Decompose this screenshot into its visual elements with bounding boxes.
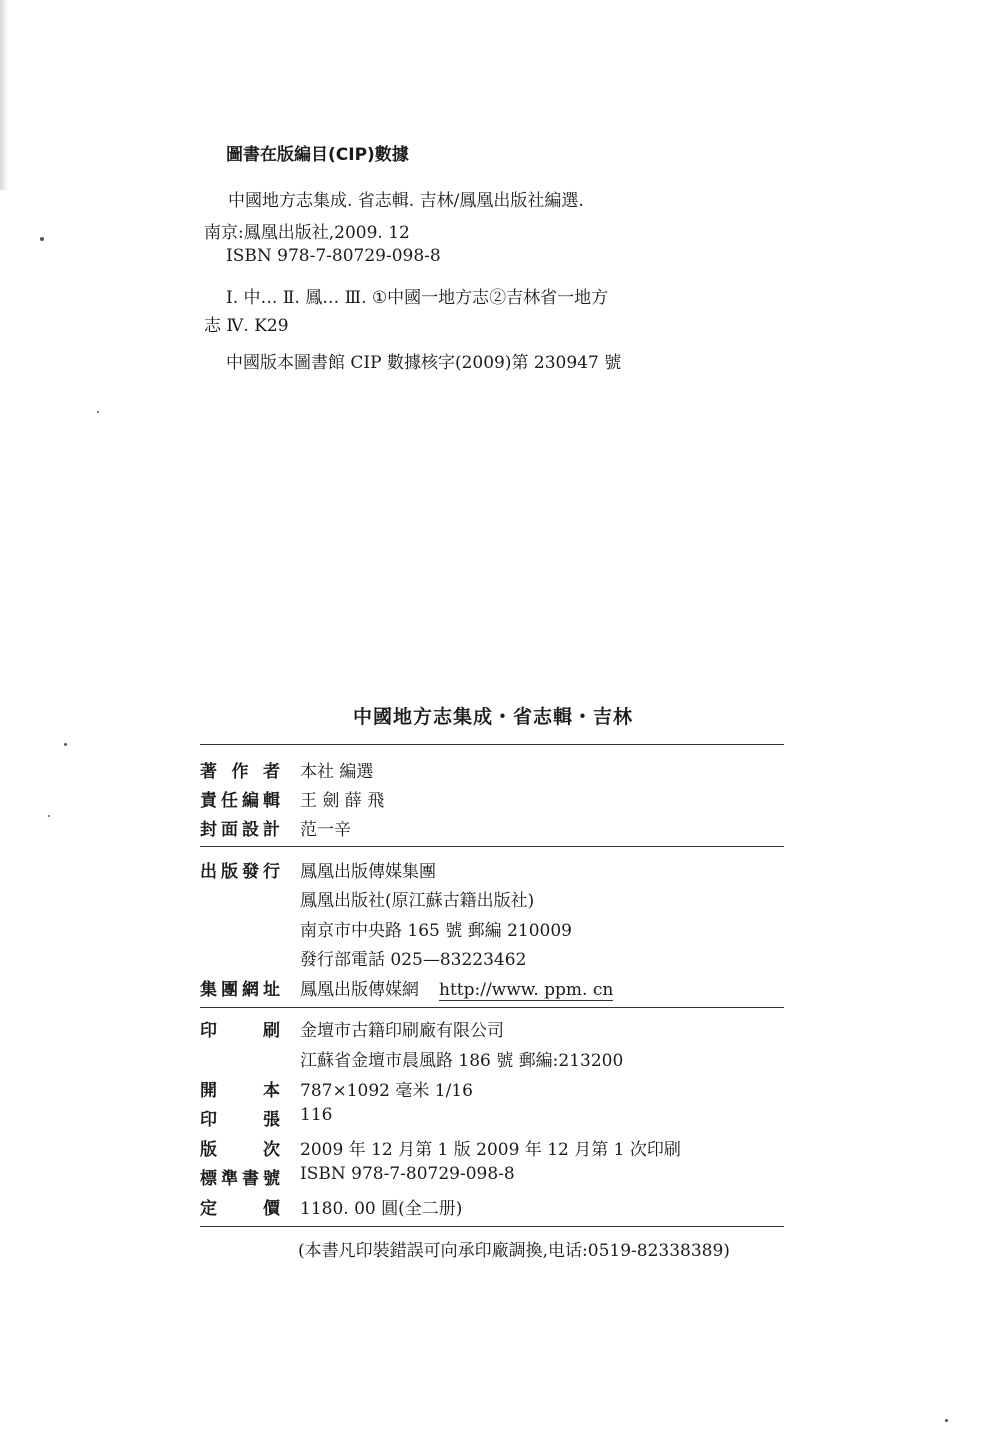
row-editor: [200, 786, 786, 812]
value-website: [300, 975, 613, 1000]
label-format: 開 本: [200, 1081, 280, 1101]
label-cover: 封 面 設 計: [200, 820, 280, 840]
divider: [200, 1226, 784, 1227]
value-price: 1180. 00 圓(全二册): [300, 1199, 463, 1219]
row-publisher-name: [200, 886, 786, 912]
row-printer: [200, 1016, 786, 1042]
row-publisher-address: [200, 916, 786, 942]
value-publisher-name: 鳳凰出版社(原江蘇古籍出版社): [300, 891, 535, 911]
scan-speck: [97, 411, 99, 413]
label-isbn: 標 準 書 號: [200, 1169, 280, 1189]
value-printer: 金壇市古籍印刷廠有限公司: [300, 1021, 504, 1041]
divider: [200, 1007, 784, 1008]
row-isbn: [200, 1164, 786, 1190]
cip-line-record: 中國版本圖書館 CIP 數據核字(2009)第 230947 號: [226, 353, 622, 373]
scan-shadow: [0, 0, 8, 190]
label-edition: 版 次: [200, 1140, 280, 1160]
website-url: http://www. ppm. cn: [439, 980, 614, 1000]
value-publisher-address: 南京市中央路 165 號 郵編 210009: [300, 921, 572, 941]
row-printer-address: [200, 1046, 786, 1072]
value-publisher-phone: 發行部電話 025—83223462: [300, 950, 527, 970]
value-sheets: 116: [300, 1105, 333, 1125]
value-cover: 范一辛: [300, 820, 351, 840]
label-printer: 印 刷: [200, 1021, 280, 1041]
row-website: [200, 975, 786, 1001]
cip-line-isbn: ISBN 978-7-80729-098-8: [226, 246, 441, 266]
value-editor: 王 劍 薛 飛: [300, 791, 385, 811]
label-sheets: 印 張: [200, 1110, 280, 1130]
value-publisher-group: 鳳凰出版傳媒集團: [300, 862, 436, 882]
replacement-note: (本書凡印裝錯誤可向承印廠調換,电话:0519-82338389): [298, 1241, 730, 1261]
cip-line-classification-cont: 志 Ⅳ. K29: [204, 316, 289, 336]
row-author: [200, 757, 786, 783]
row-publisher: [200, 857, 786, 883]
cip-line-title: 中國地方志集成. 省志輯. 吉林/鳳凰出版社編選.: [228, 191, 584, 211]
scan-speck: [48, 815, 50, 817]
label-website: 集 團 網 址: [200, 980, 280, 1000]
row-price: [200, 1194, 786, 1220]
row-sheets: [200, 1105, 786, 1131]
row-format: [200, 1076, 786, 1102]
row-edition: [200, 1135, 786, 1161]
value-edition: 2009 年 12 月第 1 版 2009 年 12 月第 1 次印刷: [300, 1140, 681, 1160]
divider: [200, 846, 784, 847]
value-format: 787×1092 毫米 1/16: [300, 1081, 473, 1101]
row-publisher-phone: [200, 945, 786, 971]
book-title: 中國地方志集成・省志輯・吉林: [352, 706, 633, 728]
label-author: 著 作 者: [200, 762, 280, 782]
row-cover: [200, 815, 786, 841]
cip-line-classification: Ⅰ. 中… Ⅱ. 鳳… Ⅲ. ①中國一地方志②吉林省一地方: [226, 288, 609, 308]
value-isbn: ISBN 978-7-80729-098-8: [300, 1164, 515, 1184]
label-price: 定 價: [200, 1199, 280, 1219]
website-name: 鳳凰出版傳媒網: [300, 980, 419, 1000]
scan-speck: [945, 1419, 948, 1422]
scan-speck: [40, 237, 44, 241]
cip-line-publisher: 南京:鳳凰出版社,2009. 12: [204, 223, 410, 243]
cip-heading: 圖書在版編目(CIP)數據: [226, 145, 409, 165]
label-editor: 責 任 編 輯: [200, 791, 280, 811]
value-printer-address: 江蘇省金壇市晨風路 186 號 郵編:213200: [300, 1051, 624, 1071]
scan-speck: [64, 743, 67, 746]
divider: [200, 744, 784, 745]
value-author: 本社 編選: [300, 762, 374, 782]
label-publisher: 出 版 發 行: [200, 862, 280, 882]
